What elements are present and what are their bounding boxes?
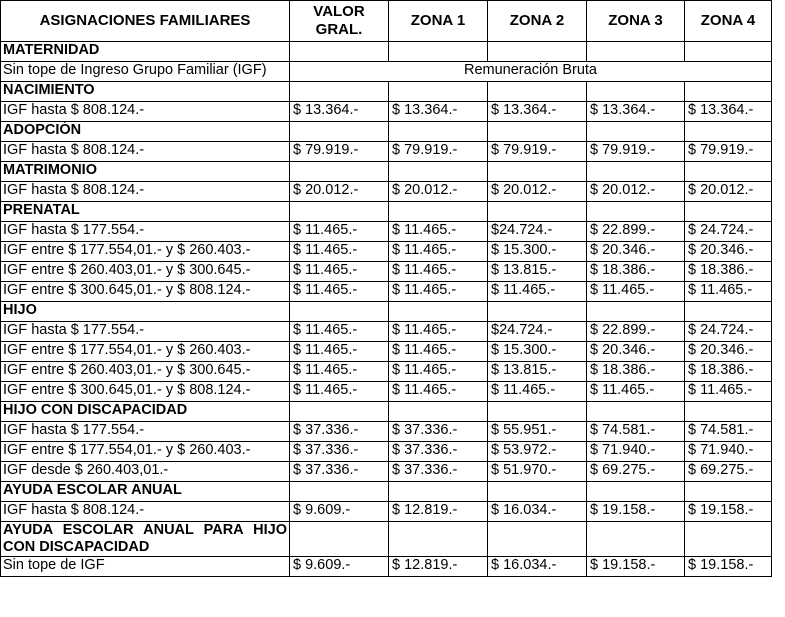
value-cell: $ 19.158.- bbox=[685, 557, 772, 577]
value-cell: $ 11.465.- bbox=[389, 242, 488, 262]
value-cell: $ 16.034.- bbox=[488, 502, 587, 522]
section-empty-cell bbox=[587, 162, 685, 182]
section-row bbox=[1, 42, 772, 62]
table-row bbox=[1, 322, 772, 342]
value-cell: $ 18.386.- bbox=[685, 262, 772, 282]
value-cell: $ 20.012.- bbox=[290, 182, 389, 202]
value-cell: $ 13.364.- bbox=[488, 102, 587, 122]
section-empty-cell bbox=[290, 162, 389, 182]
value-cell: $ 11.465.- bbox=[488, 382, 587, 402]
value-cell: $ 69.275.- bbox=[685, 462, 772, 482]
value-cell: $ 69.275.- bbox=[587, 462, 685, 482]
row-label: IGF hasta $ 808.124.- bbox=[1, 182, 290, 202]
section-empty-cell bbox=[488, 302, 587, 322]
table-row bbox=[1, 462, 772, 482]
table-row bbox=[1, 282, 772, 302]
row-label: IGF hasta $ 177.554.- bbox=[1, 422, 290, 442]
value-cell: $ 19.158.- bbox=[685, 502, 772, 522]
row-label: Sin tope de Ingreso Grupo Familiar (IGF) bbox=[1, 62, 290, 82]
section-empty-cell bbox=[290, 82, 389, 102]
table-row bbox=[1, 242, 772, 262]
section-title: NACIMIENTO bbox=[1, 82, 290, 102]
row-label: IGF hasta $ 808.124.- bbox=[1, 502, 290, 522]
section-row bbox=[1, 482, 772, 502]
value-cell: $ 12.819.- bbox=[389, 502, 488, 522]
section-empty-cell bbox=[389, 482, 488, 502]
section-empty-cell bbox=[488, 482, 587, 502]
value-cell: $ 22.899.- bbox=[587, 222, 685, 242]
value-cell: $ 11.465.- bbox=[389, 342, 488, 362]
table-row bbox=[1, 362, 772, 382]
value-cell: $ 13.364.- bbox=[290, 102, 389, 122]
section-empty-cell bbox=[290, 202, 389, 222]
value-cell: $ 9.609.- bbox=[290, 502, 389, 522]
value-cell: $ 11.465.- bbox=[587, 282, 685, 302]
table-body bbox=[1, 42, 772, 577]
section-title: HIJO CON DISCAPACIDAD bbox=[1, 402, 290, 422]
header-zona-1: ZONA 1 bbox=[389, 1, 488, 42]
section-empty-cell bbox=[290, 402, 389, 422]
section-empty-cell bbox=[587, 302, 685, 322]
value-cell: $ 79.919.- bbox=[488, 142, 587, 162]
section-title: MATERNIDAD bbox=[1, 42, 290, 62]
section-row bbox=[1, 302, 772, 322]
header-zona-4: ZONA 4 bbox=[685, 1, 772, 42]
table-row bbox=[1, 102, 772, 122]
table-row bbox=[1, 382, 772, 402]
value-cell: $ 11.465.- bbox=[587, 382, 685, 402]
value-cell: $ 55.951.- bbox=[488, 422, 587, 442]
row-label: IGF hasta $ 177.554.- bbox=[1, 222, 290, 242]
section-row bbox=[1, 202, 772, 222]
value-cell: $ 11.465.- bbox=[290, 382, 389, 402]
row-label: IGF desde $ 260.403,01.- bbox=[1, 462, 290, 482]
value-cell: $ 24.724.- bbox=[685, 322, 772, 342]
merged-value: Remuneración Bruta bbox=[290, 62, 772, 82]
section-empty-cell bbox=[389, 42, 488, 62]
value-cell: $ 20.346.- bbox=[685, 242, 772, 262]
section-title: PRENATAL bbox=[1, 202, 290, 222]
section-empty-cell bbox=[685, 402, 772, 422]
section-empty-cell bbox=[290, 482, 389, 502]
value-cell: $ 18.386.- bbox=[685, 362, 772, 382]
section-empty-cell bbox=[389, 122, 488, 142]
value-cell: $ 53.972.- bbox=[488, 442, 587, 462]
section-title: MATRIMONIO bbox=[1, 162, 290, 182]
section-row bbox=[1, 162, 772, 182]
value-cell: $ 11.465.- bbox=[389, 322, 488, 342]
value-cell: $ 20.346.- bbox=[587, 342, 685, 362]
value-cell: $ 71.940.- bbox=[685, 442, 772, 462]
section-empty-cell bbox=[488, 402, 587, 422]
row-label: IGF entre $ 177.554,01.- y $ 260.403.- bbox=[1, 442, 290, 462]
table-row bbox=[1, 222, 772, 242]
table-row bbox=[1, 182, 772, 202]
row-label: IGF entre $ 300.645,01.- y $ 808.124.- bbox=[1, 282, 290, 302]
section-empty-cell bbox=[685, 482, 772, 502]
value-cell: $ 11.465.- bbox=[488, 282, 587, 302]
value-cell: $ 11.465.- bbox=[290, 362, 389, 382]
table-row bbox=[1, 262, 772, 282]
value-cell: $24.724.- bbox=[488, 322, 587, 342]
value-cell: $ 20.012.- bbox=[389, 182, 488, 202]
value-cell: $ 37.336.- bbox=[389, 462, 488, 482]
value-cell: $ 12.819.- bbox=[389, 557, 488, 577]
section-empty-cell bbox=[290, 522, 389, 557]
value-cell: $ 20.346.- bbox=[685, 342, 772, 362]
section-empty-cell bbox=[685, 202, 772, 222]
section-empty-cell bbox=[587, 202, 685, 222]
section-empty-cell bbox=[587, 482, 685, 502]
header-valor-gral: VALOR GRAL. bbox=[290, 1, 389, 42]
value-cell: $ 51.970.- bbox=[488, 462, 587, 482]
row-label: IGF entre $ 177.554,01.- y $ 260.403.- bbox=[1, 242, 290, 262]
section-empty-cell bbox=[488, 42, 587, 62]
row-label: IGF entre $ 300.645,01.- y $ 808.124.- bbox=[1, 382, 290, 402]
value-cell: $ 11.465.- bbox=[290, 222, 389, 242]
value-cell: $ 19.158.- bbox=[587, 557, 685, 577]
value-cell: $ 74.581.- bbox=[685, 422, 772, 442]
row-label: IGF hasta $ 808.124.- bbox=[1, 102, 290, 122]
value-cell: $ 13.364.- bbox=[587, 102, 685, 122]
value-cell: $ 15.300.- bbox=[488, 242, 587, 262]
section-empty-cell bbox=[587, 402, 685, 422]
section-empty-cell bbox=[290, 302, 389, 322]
section-title: HIJO bbox=[1, 302, 290, 322]
row-label: IGF hasta $ 177.554.- bbox=[1, 322, 290, 342]
value-cell: $ 11.465.- bbox=[685, 282, 772, 302]
section-empty-cell bbox=[389, 82, 488, 102]
section-empty-cell bbox=[685, 302, 772, 322]
header-zona-2: ZONA 2 bbox=[488, 1, 587, 42]
row-label: IGF hasta $ 808.124.- bbox=[1, 142, 290, 162]
value-cell: $24.724.- bbox=[488, 222, 587, 242]
section-title: ADOPCIÓN bbox=[1, 122, 290, 142]
value-cell: $ 11.465.- bbox=[685, 382, 772, 402]
value-cell: $ 22.899.- bbox=[587, 322, 685, 342]
section-empty-cell bbox=[685, 162, 772, 182]
value-cell: $ 71.940.- bbox=[587, 442, 685, 462]
value-cell: $ 11.465.- bbox=[290, 342, 389, 362]
value-cell: $ 20.012.- bbox=[587, 182, 685, 202]
value-cell: $ 11.465.- bbox=[389, 382, 488, 402]
value-cell: $ 74.581.- bbox=[587, 422, 685, 442]
section-empty-cell bbox=[389, 162, 488, 182]
value-cell: $ 20.012.- bbox=[685, 182, 772, 202]
value-cell: $ 37.336.- bbox=[389, 422, 488, 442]
value-cell: $ 18.386.- bbox=[587, 362, 685, 382]
section-empty-cell bbox=[290, 122, 389, 142]
section-empty-cell bbox=[685, 82, 772, 102]
section-empty-cell bbox=[290, 42, 389, 62]
value-cell: $ 9.609.- bbox=[290, 557, 389, 577]
table-row bbox=[1, 442, 772, 462]
header-asignaciones: ASIGNACIONES FAMILIARES bbox=[1, 1, 290, 42]
value-cell: $ 11.465.- bbox=[290, 322, 389, 342]
value-cell: $ 11.465.- bbox=[389, 282, 488, 302]
value-cell: $ 13.815.- bbox=[488, 362, 587, 382]
table-row bbox=[1, 342, 772, 362]
value-cell: $ 11.465.- bbox=[290, 282, 389, 302]
value-cell: $ 79.919.- bbox=[587, 142, 685, 162]
value-cell: $ 37.336.- bbox=[290, 462, 389, 482]
value-cell: $ 16.034.- bbox=[488, 557, 587, 577]
value-cell: $ 19.158.- bbox=[587, 502, 685, 522]
value-cell: $ 18.386.- bbox=[587, 262, 685, 282]
section-empty-cell bbox=[488, 162, 587, 182]
value-cell: $ 11.465.- bbox=[290, 242, 389, 262]
value-cell: $ 11.465.- bbox=[290, 262, 389, 282]
table-row bbox=[1, 142, 772, 162]
value-cell: $ 15.300.- bbox=[488, 342, 587, 362]
value-cell: $ 20.012.- bbox=[488, 182, 587, 202]
header-zona-3: ZONA 3 bbox=[587, 1, 685, 42]
value-cell: $ 79.919.- bbox=[685, 142, 772, 162]
section-empty-cell bbox=[587, 42, 685, 62]
section-empty-cell bbox=[685, 122, 772, 142]
section-empty-cell bbox=[587, 82, 685, 102]
section-empty-cell bbox=[389, 202, 488, 222]
value-cell: $ 13.364.- bbox=[685, 102, 772, 122]
section-title: AYUDA ESCOLAR ANUAL bbox=[1, 482, 290, 502]
section-row bbox=[1, 122, 772, 142]
table-row bbox=[1, 557, 772, 577]
value-cell: $ 79.919.- bbox=[389, 142, 488, 162]
section-row bbox=[1, 82, 772, 102]
row-label: IGF entre $ 260.403,01.- y $ 300.645.- bbox=[1, 262, 290, 282]
value-cell: $ 37.336.- bbox=[290, 422, 389, 442]
value-cell: $ 37.336.- bbox=[389, 442, 488, 462]
section-title: AYUDA ESCOLAR ANUAL PARA HIJO CON DISCAPACIDAD bbox=[1, 522, 290, 557]
section-empty-cell bbox=[685, 522, 772, 557]
value-cell: $ 79.919.- bbox=[290, 142, 389, 162]
value-cell: $ 20.346.- bbox=[587, 242, 685, 262]
section-empty-cell bbox=[587, 122, 685, 142]
value-cell: $ 13.364.- bbox=[389, 102, 488, 122]
section-empty-cell bbox=[488, 522, 587, 557]
section-empty-cell bbox=[389, 402, 488, 422]
section-empty-cell bbox=[587, 522, 685, 557]
table-row bbox=[1, 422, 772, 442]
section-empty-cell bbox=[488, 122, 587, 142]
row-label: IGF entre $ 177.554,01.- y $ 260.403.- bbox=[1, 342, 290, 362]
value-cell: $ 11.465.- bbox=[389, 362, 488, 382]
value-cell: $ 13.815.- bbox=[488, 262, 587, 282]
header-row bbox=[1, 1, 772, 42]
section-empty-cell bbox=[685, 42, 772, 62]
table-row bbox=[1, 62, 772, 82]
section-row bbox=[1, 402, 772, 422]
value-cell: $ 11.465.- bbox=[389, 222, 488, 242]
row-label: Sin tope de IGF bbox=[1, 557, 290, 577]
table-row bbox=[1, 502, 772, 522]
section-empty-cell bbox=[488, 82, 587, 102]
value-cell: $ 37.336.- bbox=[290, 442, 389, 462]
value-cell: $ 11.465.- bbox=[389, 262, 488, 282]
section-empty-cell bbox=[389, 522, 488, 557]
row-label: IGF entre $ 260.403,01.- y $ 300.645.- bbox=[1, 362, 290, 382]
value-cell: $ 24.724.- bbox=[685, 222, 772, 242]
section-empty-cell bbox=[488, 202, 587, 222]
section-row bbox=[1, 522, 772, 557]
section-empty-cell bbox=[389, 302, 488, 322]
